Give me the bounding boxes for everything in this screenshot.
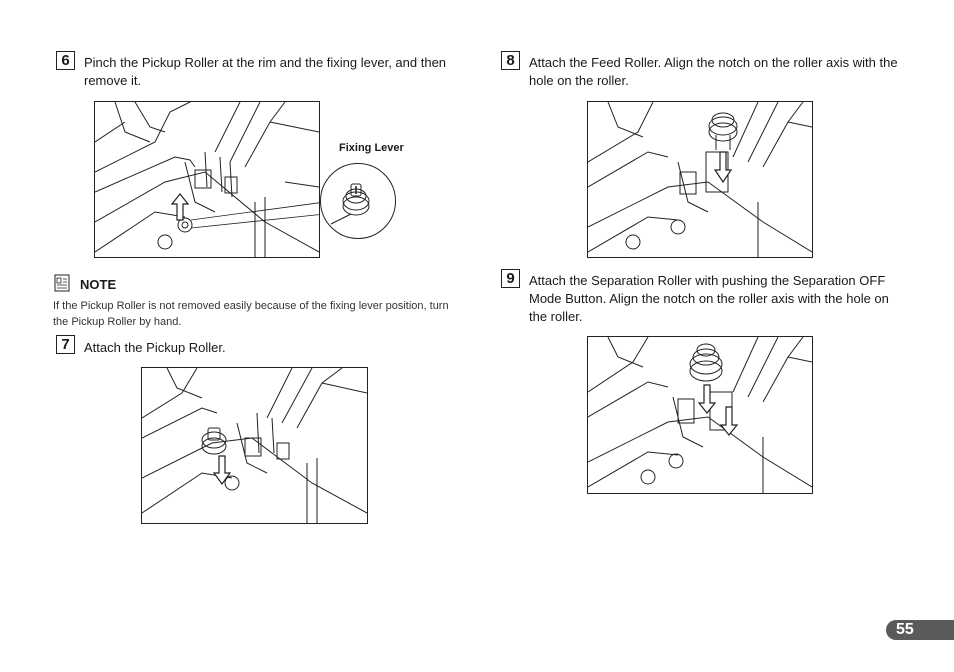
figure-attach-pickup-roller [141,367,368,524]
arrow-down-icon [699,385,715,413]
note-text: If the Pickup Roller is not removed easily because of the fixing lever position, turn the Pickup Roller by hand. [53,300,449,328]
scanner-interior-illustration-7 [142,368,367,523]
scanner-interior-illustration-9 [588,337,812,493]
step-6-text: Pinch the Pickup Roller at the rim and the fixing lever, and then remove it. [84,55,447,88]
note-heading: NOTE [80,277,117,292]
step-7-text: Attach the Pickup Roller. [84,340,226,355]
fixing-lever-label: Fixing Lever [339,142,404,154]
arrow-down-icon [721,407,737,435]
step-number-6: 6 [56,51,75,70]
note-icon [54,274,70,292]
step-number-9: 9 [501,269,520,288]
figure-attach-feed-roller [587,101,813,258]
arrow-up-icon [172,194,188,220]
fixing-lever-callout [320,163,396,239]
step-9-text: Attach the Separation Roller with pushing the Separation OFF Mode Button. Align the notch on the roller axis with the hole on the roller. [529,273,889,324]
arrow-down-icon [214,456,230,484]
page-number: 55 [896,621,914,638]
scanner-interior-illustration-6 [95,102,319,257]
scanner-interior-illustration-8 [588,102,812,257]
figure-attach-separation-roller [587,336,813,494]
arrow-down-icon [715,152,731,182]
step-number-7: 7 [56,335,75,354]
figure-remove-pickup-roller [94,101,320,258]
step-8-text: Attach the Feed Roller. Align the notch on the roller axis with the hole on the roller. [529,55,898,88]
step-number-8: 8 [501,51,520,70]
